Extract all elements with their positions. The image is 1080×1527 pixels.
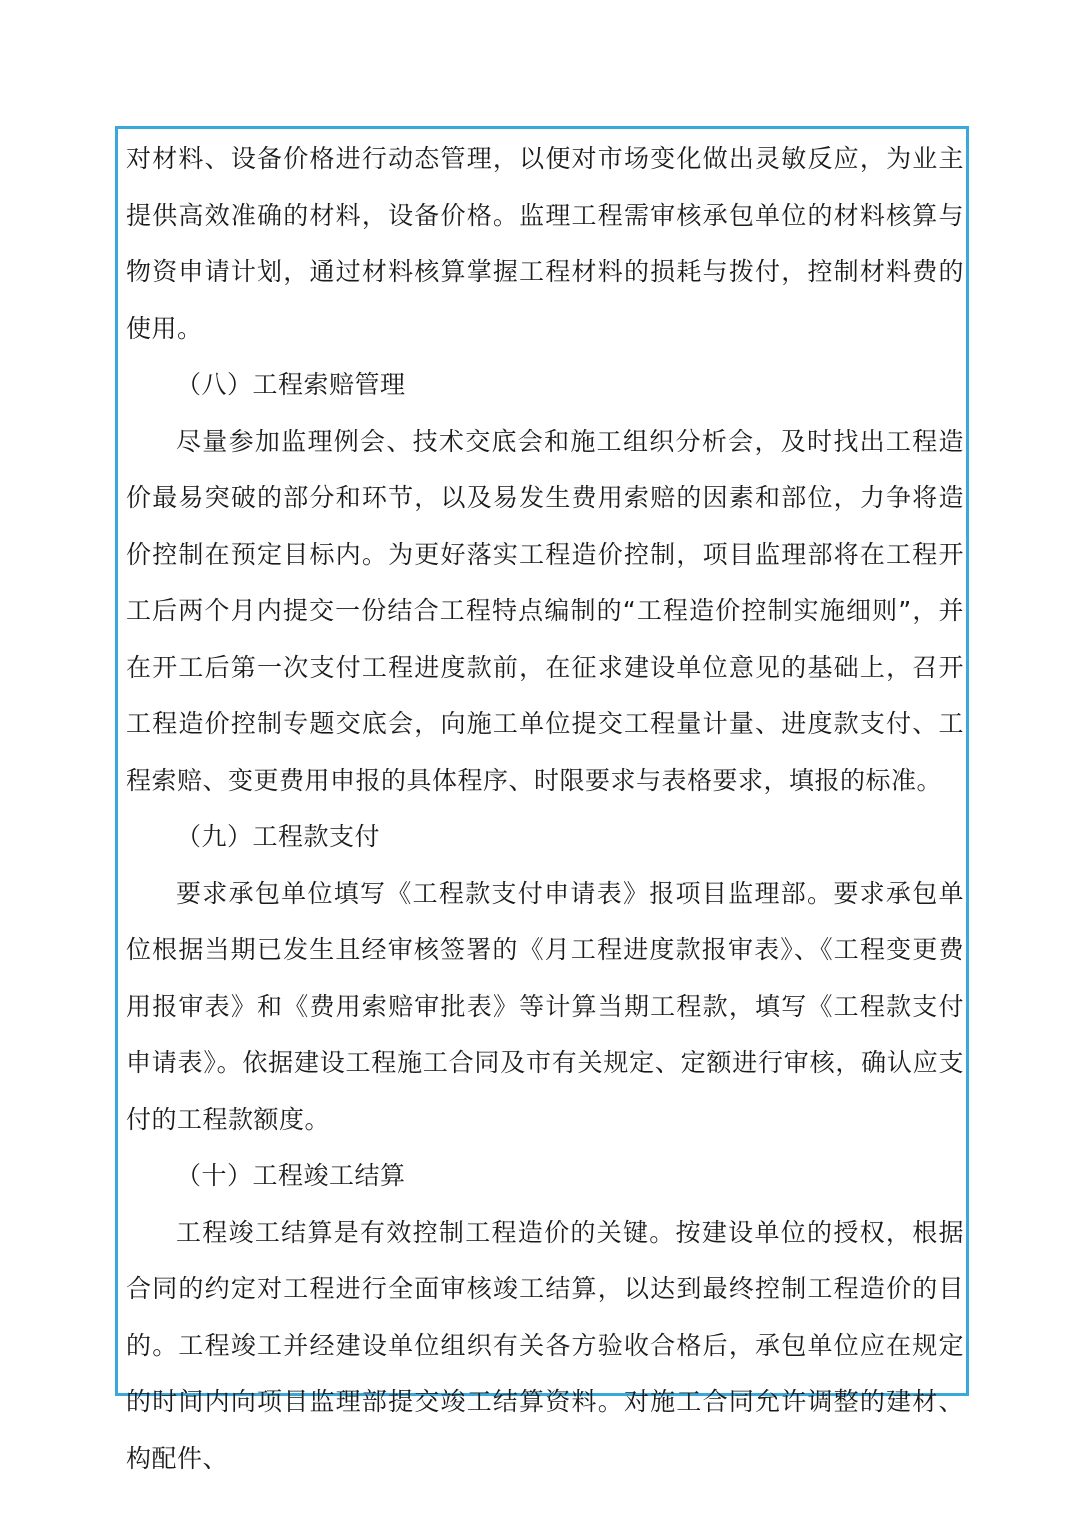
paragraph-material-management: 对材料、设备价格进行动态管理，以便对市场变化做出灵敏反应，为业主提供高效准确的材料，设备价格。监理工程需审核承包单位的材料核算与物资申请计划，通过材料核算掌握工程材料的损耗与拨付，控制材料费的使用。 (126, 144, 964, 343)
document-body (126, 131, 964, 1487)
paragraph-claims-management: 尽量参加监理例会、技术交底会和施工组织分析会，及时找出工程造价最易突破的部分和环节，以及易发生费用索赔的因素和部位，力争将造价控制在预定目标内。为更好落实工程造价控制，项目监理部将在工程开工后两个月内提交一份结合工程特点编制的“工程造价控制实施细则”，并在开工后第一次支付工程进度款前，在征求建设单位意见的基础上，召开工程造价控制专题交底会，向施工单位提交工程量计量、进度款支付、工程索赔、变更费用申报的具体程序、时限要求与表格要求，填报的标准。 (126, 426, 964, 795)
heading-payment: （九）工程款支付 (176, 822, 381, 851)
heading-final-settlement: （十）工程竣工结算 (176, 1161, 406, 1190)
paragraph-payment: 要求承包单位填写《工程款支付申请表》报项目监理部。要求承包单位根据当期已发生且经审核签署的《月工程进度款报审表》、《工程变更费用报审表》和《费用索赔审批表》等计算当期工程款，填写《工程款支付申请表》。依据建设工程施工合同及市有关规定、定额进行审核，确认应支付的工程款额度。 (126, 878, 964, 1134)
heading-claims-management: （八）工程索赔管理 (176, 370, 406, 399)
paragraph-final-settlement: 工程竣工结算是有效控制工程造价的关键。按建设单位的授权，根据合同的约定对工程进行全面审核竣工结算，以达到最终控制工程造价的目的。工程竣工并经建设单位组织有关各方验收合格后，承包单位应在规定的时间内向项目监理部提交竣工结算资料。对施工合同允许调整的建材、构配件、 (126, 1217, 964, 1473)
